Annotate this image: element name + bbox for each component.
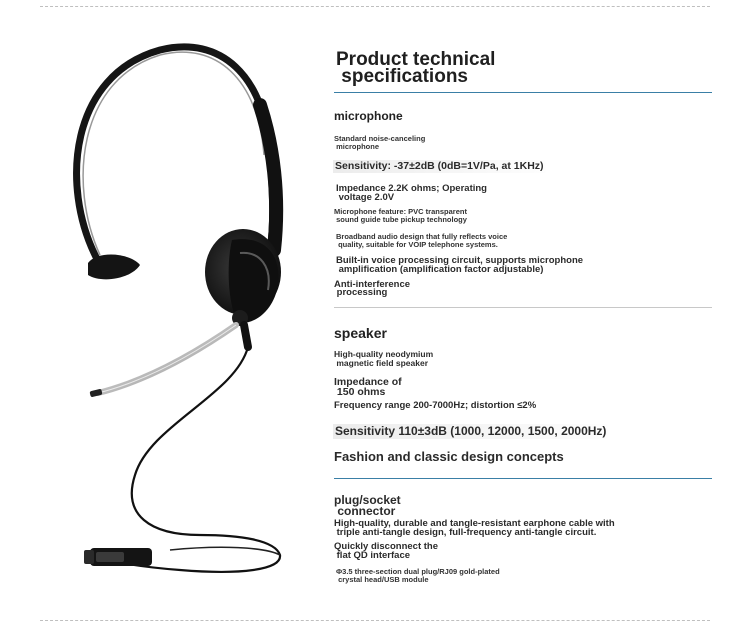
speaker-sensitivity: Sensitivity 110±3dB (1000, 12000, 1500, 2000Hz) bbox=[335, 424, 607, 438]
speaker-design: Fashion and classic design concepts bbox=[334, 449, 564, 464]
speaker-line: High-quality neodymium bbox=[334, 349, 434, 359]
plug-heading-line-2: connector bbox=[334, 504, 396, 518]
plug-line: triple anti-tangle design, full-frequency anti-tangle circuit. bbox=[334, 527, 597, 538]
spec-title-line-1: Product technical bbox=[336, 49, 496, 70]
speaker-line: Frequency range 200-7000Hz; distortion ≤2% bbox=[334, 400, 537, 411]
mic-line: voltage 2.0V bbox=[336, 192, 395, 203]
speaker-line: 150 ohms bbox=[334, 386, 386, 398]
mic-line: quality, suitable for VOIP telephone systems. bbox=[336, 240, 498, 249]
mic-sensitivity: Sensitivity: -37±2dB (0dB=1V/Pa, at 1KHz) bbox=[335, 160, 544, 172]
speaker-line: magnetic field speaker bbox=[334, 358, 429, 368]
section-divider-blue bbox=[334, 478, 712, 479]
plug-line: Quickly disconnect the bbox=[334, 541, 438, 552]
mic-line: microphone bbox=[334, 142, 380, 151]
plug-line: crystal head/USB module bbox=[336, 575, 429, 584]
mic-line: Built-in voice processing circuit, supports microphone bbox=[336, 255, 584, 266]
plug-line: flat QD interface bbox=[334, 550, 411, 561]
mic-line: processing bbox=[334, 287, 388, 298]
specifications-panel bbox=[330, 0, 730, 623]
mic-line: amplification (amplification factor adjustable) bbox=[336, 264, 544, 275]
speaker-heading: speaker bbox=[334, 325, 387, 341]
plug-line: Φ3.5 three-section dual plug/RJ09 gold-plated bbox=[336, 567, 500, 576]
speaker-line: Impedance of bbox=[334, 376, 402, 388]
mic-line: Anti-interference bbox=[334, 279, 411, 290]
spec-title-line-2: specifications bbox=[336, 66, 468, 87]
mic-line: Broadband audio design that fully reflects voice bbox=[336, 232, 508, 241]
plug-heading-line-1: plug/socket bbox=[334, 493, 401, 507]
mic-line: Impedance 2.2K ohms; Operating bbox=[336, 183, 487, 194]
bottom-dashed-divider bbox=[40, 620, 710, 621]
headset-illustration bbox=[60, 35, 310, 595]
title-underline bbox=[334, 92, 712, 93]
mic-line: Standard noise-canceling bbox=[334, 134, 426, 143]
plug-line: High-quality, durable and tangle-resistant earphone cable with bbox=[334, 518, 615, 529]
mic-line: Microphone feature: PVC transparent bbox=[334, 207, 467, 216]
microphone-heading: microphone bbox=[334, 109, 403, 123]
section-divider bbox=[334, 307, 712, 308]
mic-line: sound guide tube pickup technology bbox=[334, 215, 467, 224]
